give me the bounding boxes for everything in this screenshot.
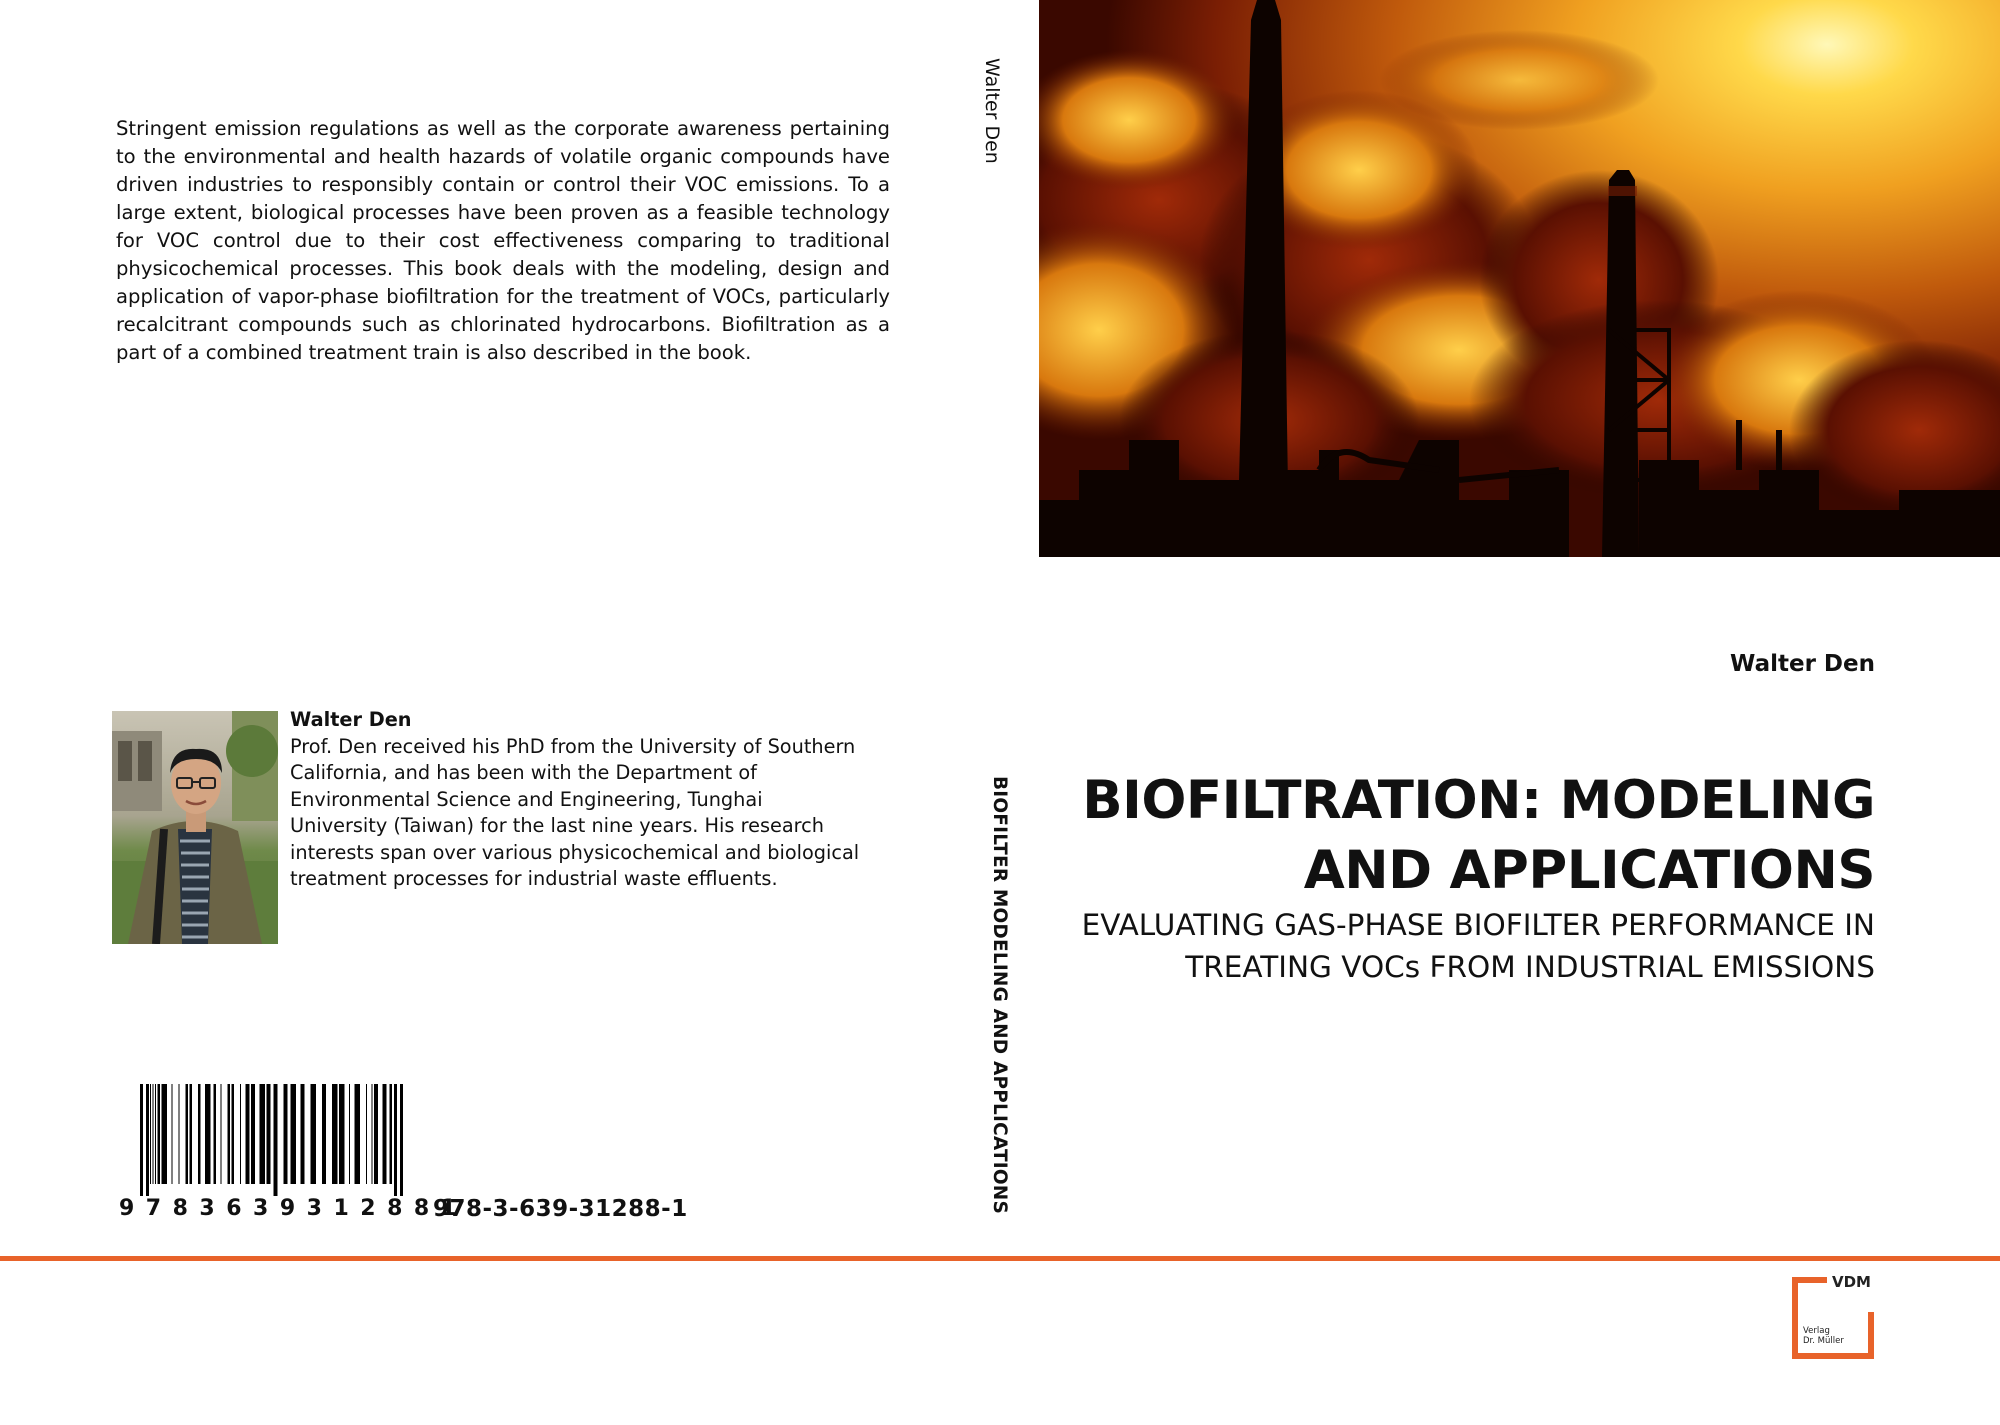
author-bio-name: Walter Den [290, 708, 412, 731]
book-subtitle: EVALUATING GAS-PHASE BIOFILTER PERFORMANCE IN TREATING VOCs FROM INDUSTRIAL EMISSIONS [1081, 908, 1875, 984]
isbn-number: 978-3-639-31288-1 [433, 1196, 688, 1222]
vdm-logo [1787, 1272, 1879, 1364]
book-title: BIOFILTRATION: MODELING AND APPLICATIONS [1082, 770, 1875, 901]
barcode-icon [140, 1084, 404, 1196]
orange-divider [0, 1256, 2000, 1261]
barcode-digits: 9783639312881 [119, 1196, 468, 1221]
spine-author: Walter Den [981, 58, 1003, 164]
industrial-smokestacks-photo [1039, 0, 2000, 557]
author-bio-text: Prof. Den received his PhD from the University of Southern California, and has been with the Department of Environmental Science and Engineering, Tunghai University (Taiwan) for the last nine years. His research interests span over various physicochemical and biological treatment processes for industrial waste effluents. [290, 734, 860, 890]
publisher-name: Verlag Dr. Müller [1803, 1326, 1844, 1346]
spine-title: BIOFILTER MODELING AND APPLICATIONS [989, 776, 1010, 1215]
front-cover-author: Walter Den [1730, 651, 1875, 677]
author-portrait-photo [112, 711, 278, 944]
back-cover-blurb: Stringent emission regulations as well as the corporate awareness pertaining to the environmental and health hazards of volatile organic compounds have driven industries to responsibly contain or control their VOC emissions. To a large extent, biological processes have been proven as a feasible technology for VOC control due to their cost effectiveness comparing to traditional physicochemical processes. This book deals with the modeling, design and application of vapor-phase biofiltration for the treatment of VOCs, particularly recalcitrant compounds such as chlorinated hydrocarbons. Biofiltration as a part of a combined treatment train is also described in the book. [116, 117, 890, 364]
publisher-brand: VDM [1832, 1273, 1871, 1291]
author-bio [290, 707, 860, 893]
